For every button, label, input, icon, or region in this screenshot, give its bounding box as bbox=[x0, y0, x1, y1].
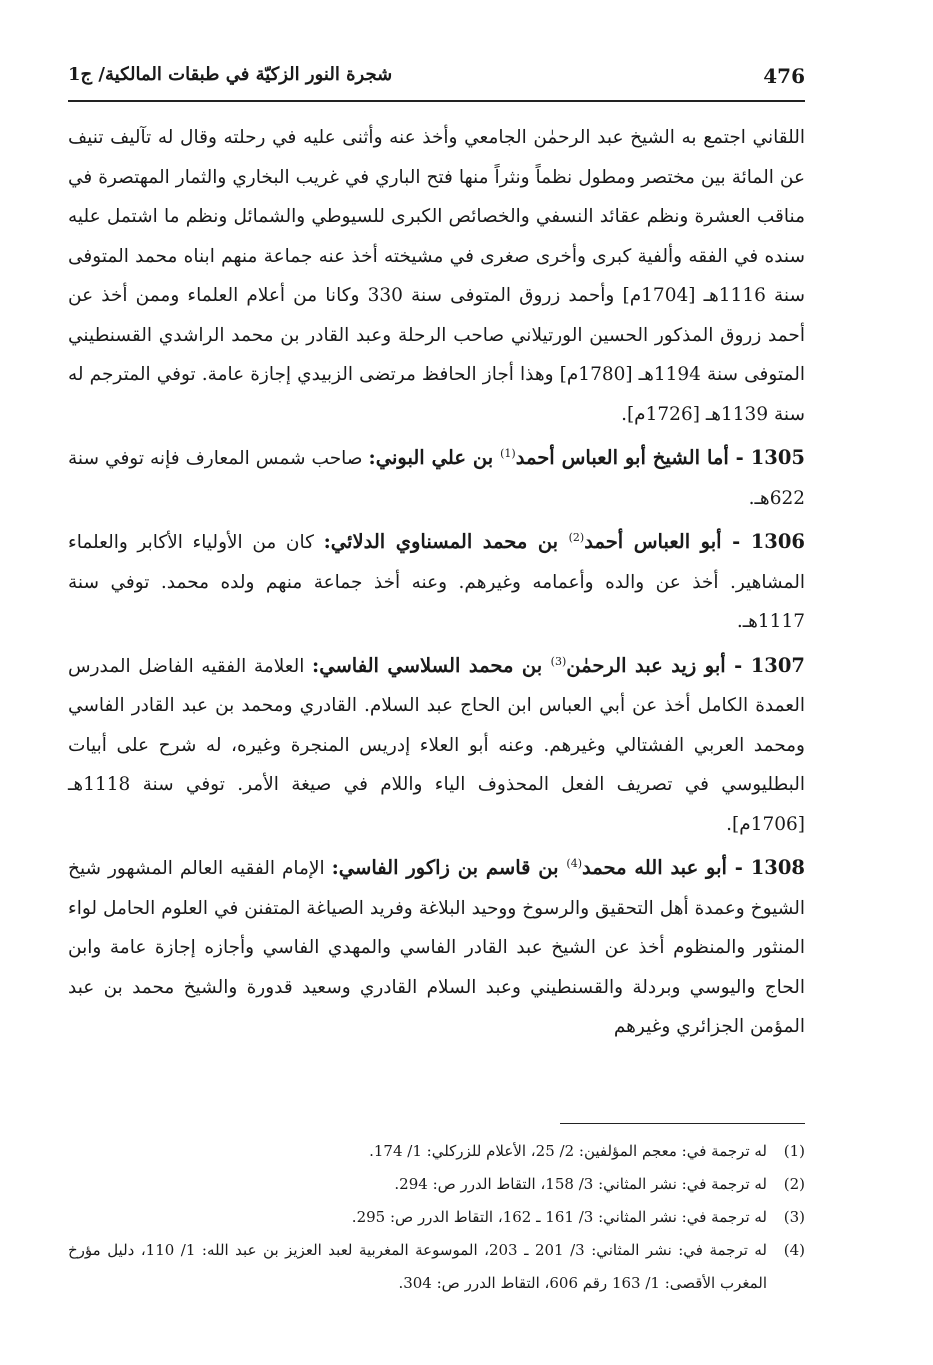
footnote-number: (1) bbox=[783, 1142, 805, 1160]
footnote-ref: (3) bbox=[550, 654, 567, 668]
footnote-number: (2) bbox=[783, 1175, 805, 1193]
footnote-divider bbox=[560, 1123, 805, 1124]
footnote-text: له ترجمة في: نشر المثاني: 3/ 161 ـ 162، التقاط الدرر ص: 295. bbox=[351, 1208, 767, 1226]
entry-text: الإمام الفقيه العالم المشهور شيخ الشيوخ وعمدة أهل التحقيق والرسوخ ووحيد البلاغة وفريد الصياغة المتفنن في العلوم الحامل لواء المنثور والمنظوم أخذ عن الشيخ عبد القادر الفاسي والمهدي الفاسي وأجازه إجازة عامة وابن الحاج واليوسي وبردلة والقسنطيني وعبد السلام القادري وسعيد قدورة والشيخ محمد بن عبد المؤمن الجزائري وغيرهم bbox=[68, 858, 805, 1037]
entry-heading: 1306 - أبو العباس أحمد bbox=[584, 530, 805, 553]
entry-heading: 1305 - أما الشيخ أبو العباس أحمد bbox=[515, 446, 805, 469]
entry-heading-name: بن علي البوني: bbox=[368, 446, 501, 469]
entry-text: صاحب شمس المعارف فإنه توفي سنة 622هـ. bbox=[68, 448, 805, 509]
footnote-3 bbox=[68, 1201, 805, 1234]
footnote-text: له ترجمة في: نشر المثاني: 3/ 158، التقاط الدرر ص: 294. bbox=[394, 1175, 767, 1193]
running-title: شجرة النور الزكيّة في طبقات المالكية/ ج1 bbox=[68, 64, 393, 85]
footnote-text: له ترجمة في: معجم المؤلفين: 2/ 25، الأعلام للزركلي: 1/ 174. bbox=[369, 1142, 767, 1160]
footnote-ref: (1) bbox=[500, 446, 516, 460]
footnotes bbox=[68, 1135, 805, 1300]
footnote-ref: (4) bbox=[566, 856, 582, 870]
entry-heading: 1307 - أبو زيد عبد الرحمٰن bbox=[566, 653, 805, 677]
entry-heading-name: بن قاسم بن زاكور الفاسي: bbox=[331, 856, 567, 879]
entry-1308 bbox=[68, 848, 805, 1047]
entry-1306 bbox=[68, 522, 805, 642]
entry-text: كان من الأولياء الأكابر والعلماء المشاهير. أخذ عن والده وأعمامه وغيرهم. وعنه أخذ جماعة منهم ولده محمد. توفي سنة 1117هـ. bbox=[68, 532, 805, 632]
entry-1307 bbox=[68, 646, 805, 845]
footnote-4 bbox=[68, 1234, 805, 1300]
entry-text: العلامة الفقيه الفاضل المدرس العمدة الكامل أخذ عن أبي العباس ابن الحاج عبد السلام. القادري ومحمد بن عبد القادر الفاسي ومحمد العربي الفشتالي وغيرهم. وعنه أبو العلاء إدريس المنجرة وغيره، له شرح على أبيات البطليوسي في تصريف الفعل المحذوف الياء واللام في صيغة الأمر. توفي سنة 1118هـ [1706م]. bbox=[68, 655, 805, 835]
footnote-number: (3) bbox=[783, 1208, 805, 1226]
entry-heading-name: بن محمد السلاسي الفاسي: bbox=[312, 653, 551, 677]
footnote-number: (4) bbox=[783, 1241, 805, 1259]
entry-heading-name: بن محمد المسناوي الدلائي: bbox=[323, 530, 569, 553]
entry-1305 bbox=[68, 438, 805, 518]
entry-heading: 1308 - أبو عبد الله محمد bbox=[581, 856, 805, 879]
intro-paragraph: اللقاني اجتمع به الشيخ عبد الرحمٰن الجامعي وأخذ عنه وأثنى عليه في رحلته وقال له تآليف تنيف عن المائة بين مختصر ومطول نظماً ونثراً منها فتح الباري في غريب البخاري والثمار المهتصرة في مناقب العشرة ونظم عقائد النسفي والخصائص الكبرى للسيوطي والشمائل ونظم ما اشتمل عليه سنده في الفقه وألفية كبرى وأخرى صغرى في مشيخته أخذ عنه جماعة منهم ابناه محمد المتوفى سنة 1116هـ [1704م] وأحمد زروق المتوفى سنة 330 وكانا من أعلام العلماء وممن أخذ عن أحمد زروق المذكور الحسين الورتيلاني صاحب الرحلة وعبد القادر بن محمد الراشدي القسنطيني المتوفى سنة 1194هـ [1780م] وهذا أجاز الحافظ مرتضى الزبيدي إجازة عامة. توفي المترجم له سنة 1139هـ [1726م]. bbox=[68, 127, 806, 425]
footnote-2 bbox=[68, 1168, 805, 1201]
footnote-1 bbox=[68, 1135, 805, 1168]
footnote-text: له ترجمة في: نشر المثاني: 3/ 201 ـ 203، الموسوعة المغربية لعبد العزيز بن عبد الله: 1/ 110، دليل مؤرخ المغرب الأقصى: 1/ 163 رقم 606، التقاط الدرر ص: 304. bbox=[68, 1241, 767, 1292]
footnote-ref: (2) bbox=[568, 530, 585, 544]
page-number: 476 bbox=[763, 64, 805, 88]
page-header bbox=[68, 58, 805, 102]
main-text bbox=[68, 118, 805, 1047]
